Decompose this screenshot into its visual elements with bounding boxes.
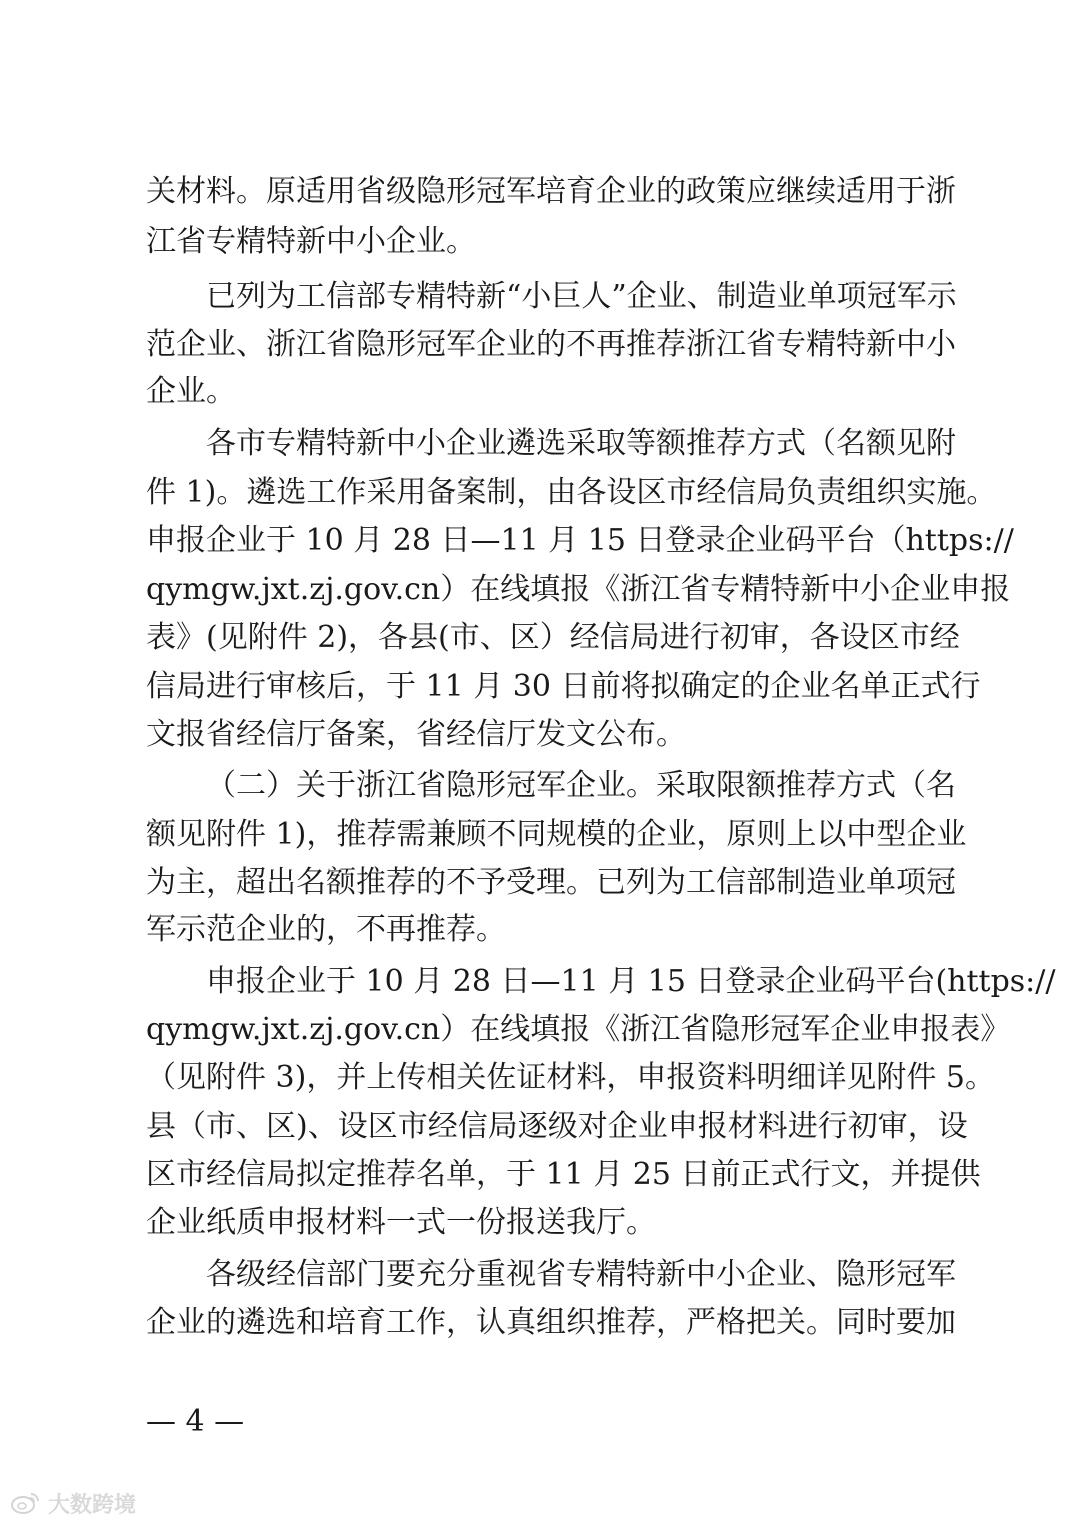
section-heading-line: （二）关于浙江省隐形冠军企业。采取限额推荐方式（名 [206,768,956,803]
body-line-19: （见附件 3)，并上传相关佐证材料，申报资料明细详见附件 5。 [146,1060,995,1095]
body-line-10: 表》(见附件 2)，各县(市、区）经信局进行初审，各设区市经 [146,620,960,655]
body-line-8: 申报企业于 10 月 28 日—11 月 15 日登录企业码平台（https:// [146,523,1014,558]
body-line-2: 江省专精特新中小企业。 [146,224,476,259]
body-line-20: 县（市、区)、设区市经信局逐级对企业申报材料进行初审，设 [146,1109,968,1144]
body-line-11: 信局进行审核后，于 11 月 30 日前将拟确定的企业名单正式行 [146,669,981,704]
body-line-16: 军示范企业的，不再推荐。 [146,912,506,947]
paragraph-first-line: 已列为工信部专精特新“小巨人”企业、制造业单项冠军示 [206,279,957,314]
body-line-24: 企业的遴选和培育工作，认真组织推荐，严格把关。同时要加 [146,1305,956,1340]
body-line-22: 企业纸质申报材料一式一份报送我厅。 [146,1205,656,1240]
body-line-12: 文报省经信厅备案，省经信厅发文公布。 [146,717,686,752]
body-line-9: qymgw.jxt.zj.gov.cn）在线填报《浙江省专精特新中小企业申报 [146,572,1011,607]
body-line-14: 额见附件 1)，推荐需兼顾不同规模的企业，原则上以中型企业 [146,817,967,852]
paragraph-first-line: 各级经信部门要充分重视省专精特新中小企业、隐形冠军 [206,1257,956,1292]
paragraph-first-line: 各市专精特新中小企业遴选采取等额推荐方式（名额见附 [206,426,956,461]
paragraph-first-line: 申报企业于 10 月 28 日—11 月 15 日登录企业码平台(https:// [206,964,1056,999]
body-line-18: qymgw.jxt.zj.gov.cn）在线填报《浙江省隐形冠军企业申报表》 [146,1012,1011,1047]
body-line-4: 范企业、浙江省隐形冠军企业的不再推荐浙江省专精特新中小 [146,327,956,362]
body-line-5: 企业。 [146,374,236,409]
body-line-21: 区市经信局拟定推荐名单，于 11 月 25 日前正式行文，并提供 [146,1157,981,1192]
body-line-15: 为主，超出名额推荐的不予受理。已列为工信部制造业单项冠 [146,865,956,900]
watermark-text: 大数跨境 [48,1492,137,1518]
watermark [10,1488,136,1518]
page-number: — 4 — [146,1404,245,1439]
body-line-7: 件 1)。遴选工作采用备案制，由各设区市经信局负责组织实施。 [146,475,997,510]
weibo-logo-icon [10,1491,40,1515]
body-line-1: 关材料。原适用省级隐形冠军培育企业的政策应继续适用于浙 [146,174,956,209]
